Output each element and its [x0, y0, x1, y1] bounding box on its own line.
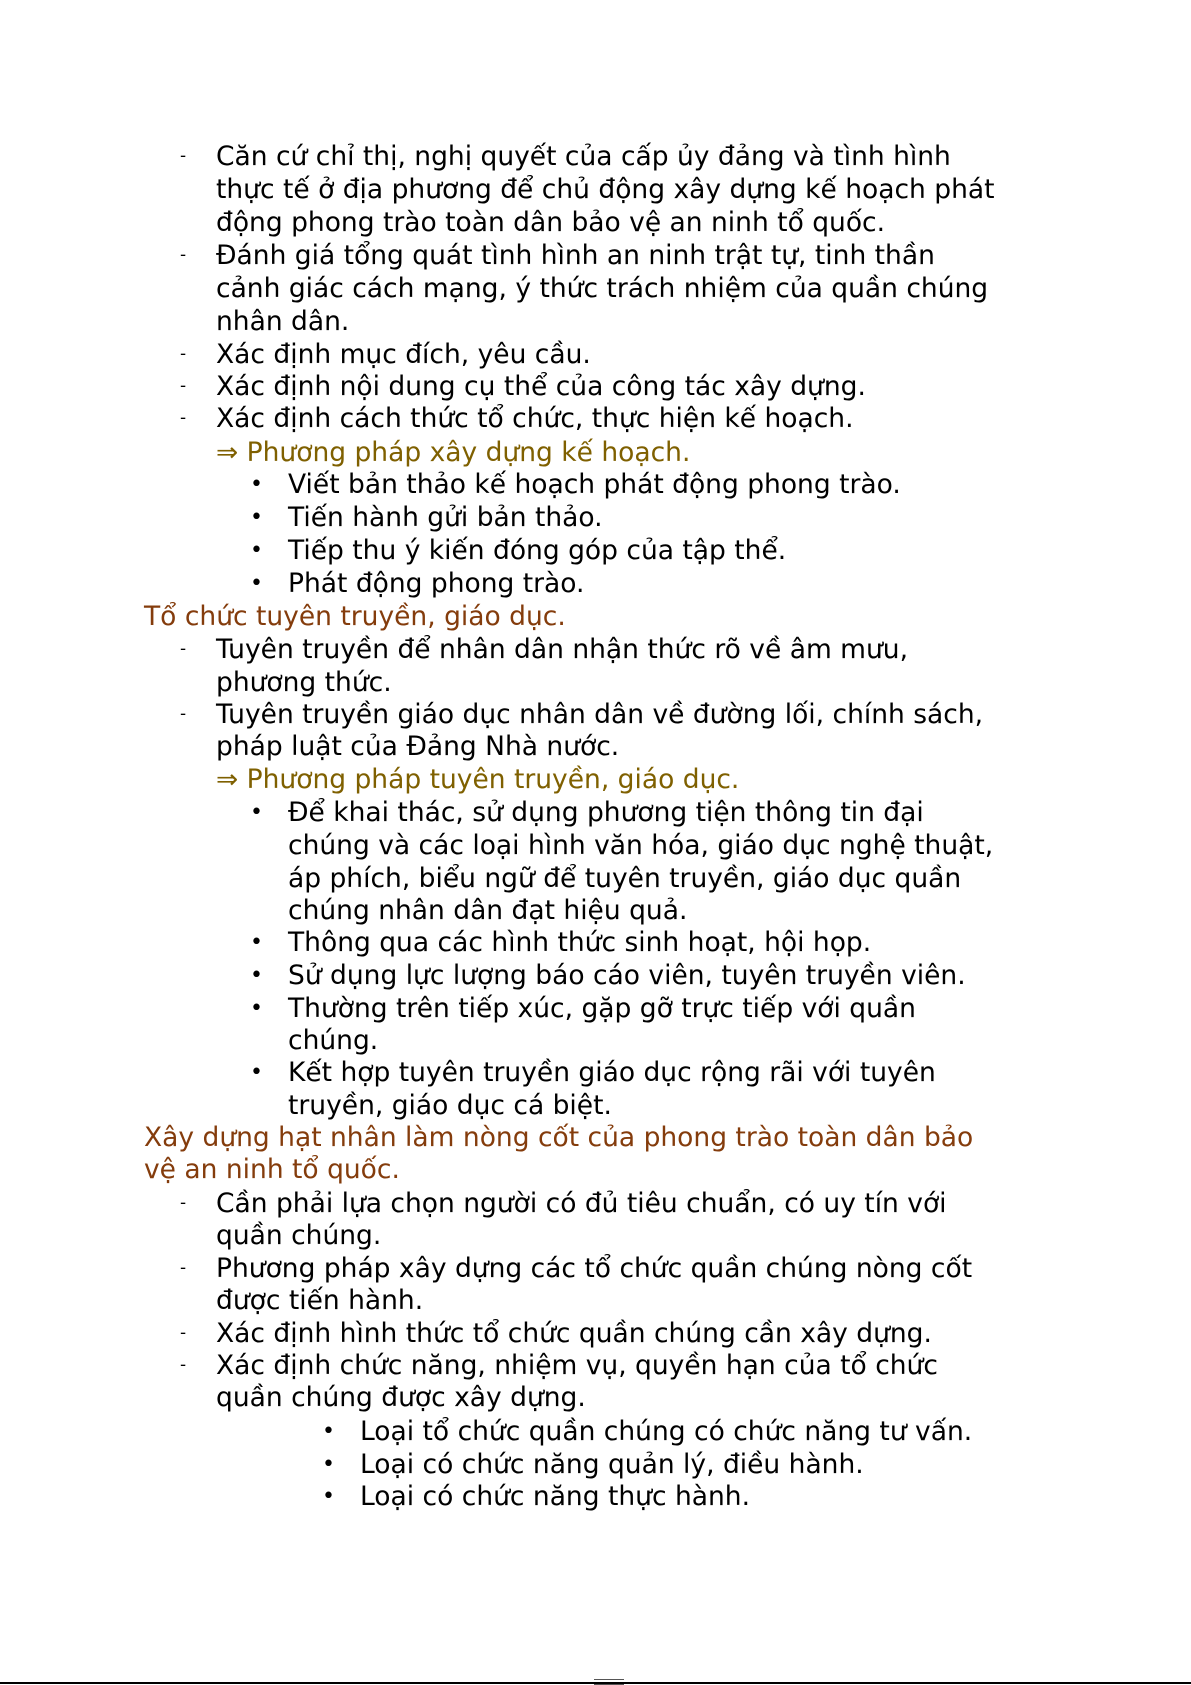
bullet-item-line: Thường trên tiếp xúc, gặp gỡ trực tiếp với quần: [288, 993, 916, 1024]
list-item-line: Phương pháp xây dựng các tổ chức quần chúng nòng cốt: [216, 1253, 973, 1284]
section-heading: vệ an ninh tổ quốc.: [144, 1154, 400, 1185]
bullet-marker: •: [250, 472, 263, 497]
bullet-item-line: chúng và các loại hình văn hóa, giáo dục nghệ thuật,: [288, 830, 994, 861]
list-item-line: nhân dân.: [216, 306, 350, 337]
section-heading: Xây dựng hạt nhân làm nòng cốt của phong trào toàn dân bảo: [144, 1122, 974, 1153]
bullet-item: Loại có chức năng quản lý, điều hành.: [360, 1449, 864, 1480]
bullet-item-line: Kết hợp tuyên truyền giáo dục rộng rãi với tuyên: [288, 1057, 936, 1088]
method-line: [216, 436, 690, 469]
section-heading: Tổ chức tuyên truyền, giáo dục.: [144, 601, 566, 632]
dash-marker: -: [180, 1193, 187, 1213]
bullet-item-line: chúng nhân dân đạt hiệu quả.: [288, 895, 688, 926]
dash-marker: -: [180, 245, 187, 265]
list-item-line: quần chúng.: [216, 1220, 382, 1251]
bullet-marker: •: [250, 800, 263, 825]
bullet-marker: •: [250, 538, 263, 563]
list-item-line: phương thức.: [216, 667, 392, 698]
list-item-line: pháp luật của Đảng Nhà nước.: [216, 731, 620, 762]
dash-marker: -: [180, 146, 187, 166]
bullet-item-line: truyền, giáo dục cá biệt.: [288, 1090, 612, 1121]
bullet-item-line: Để khai thác, sử dụng phương tiện thông tin đại: [288, 797, 924, 828]
bullet-marker: •: [250, 571, 263, 596]
dash-marker: -: [180, 1355, 187, 1375]
dash-marker: -: [180, 639, 187, 659]
bullet-marker: •: [322, 1419, 335, 1444]
bullet-marker: •: [250, 996, 263, 1021]
bullet-item: Loại có chức năng thực hành.: [360, 1481, 750, 1512]
implies-arrow-icon: ⇒: [216, 764, 239, 795]
bullet-item-line: chúng.: [288, 1025, 379, 1056]
list-item-line: Tuyên truyền giáo dục nhân dân về đường lối, chính sách,: [216, 699, 984, 730]
dash-marker: -: [180, 1323, 187, 1343]
implies-arrow-icon: ⇒: [216, 437, 239, 468]
list-item-line: Xác định nội dung cụ thể của công tác xây dựng.: [216, 371, 866, 402]
method-text: Phương pháp xây dựng kế hoạch.: [246, 437, 691, 468]
bullet-item-line: Sử dụng lực lượng báo cáo viên, tuyên truyền viên.: [288, 960, 966, 991]
method-text: Phương pháp tuyên truyền, giáo dục.: [246, 764, 740, 795]
list-item-line: Xác định chức năng, nhiệm vụ, quyền hạn của tổ chức: [216, 1350, 938, 1381]
bullet-item-line: áp phích, biểu ngữ để tuyên truyền, giáo dục quần: [288, 863, 962, 894]
list-item-line: thực tế ở địa phương để chủ động xây dựng kế hoạch phát: [216, 174, 995, 205]
list-item-line: động phong trào toàn dân bảo vệ an ninh tổ quốc.: [216, 207, 886, 238]
list-item-line: Tuyên truyền để nhân dân nhận thức rõ về âm mưu,: [216, 634, 909, 665]
bullet-marker: •: [250, 930, 263, 955]
list-item-line: cảnh giác cách mạng, ý thức trách nhiệm của quần chúng: [216, 273, 989, 304]
dash-marker: -: [180, 376, 187, 396]
bullet-marker: •: [250, 963, 263, 988]
bullet-marker: •: [250, 1060, 263, 1085]
list-item-line: Xác định cách thức tổ chức, thực hiện kế hoạch.: [216, 403, 854, 434]
bullet-marker: •: [322, 1484, 335, 1509]
dash-marker: -: [180, 408, 187, 428]
bullet-item-line: Thông qua các hình thức sinh hoạt, hội họp.: [288, 927, 872, 958]
dash-marker: -: [180, 344, 187, 364]
bullet-item: Phát động phong trào.: [288, 568, 585, 599]
bullet-item: Tiếp thu ý kiến đóng góp của tập thể.: [288, 535, 787, 566]
bullet-marker: •: [322, 1452, 335, 1477]
list-item-line: được tiến hành.: [216, 1285, 424, 1316]
list-item-line: Xác định mục đích, yêu cầu.: [216, 339, 591, 370]
bullet-item: Viết bản thảo kế hoạch phát động phong trào.: [288, 469, 901, 500]
list-item-line: Xác định hình thức tổ chức quần chúng cần xây dựng.: [216, 1318, 932, 1349]
page-break-mark: [594, 1679, 624, 1685]
bullet-marker: •: [250, 505, 263, 530]
dash-marker: -: [180, 1258, 187, 1278]
dash-marker: -: [180, 704, 187, 724]
bullet-item: Tiến hành gửi bản thảo.: [288, 502, 603, 533]
list-item-line: Đánh giá tổng quát tình hình an ninh trật tự, tinh thần: [216, 240, 935, 271]
list-item-line: quần chúng được xây dựng.: [216, 1382, 586, 1413]
list-item-line: Cần phải lựa chọn người có đủ tiêu chuẩn, có uy tín với: [216, 1188, 947, 1219]
list-item-line: Căn cứ chỉ thị, nghị quyết của cấp ủy đảng và tình hình: [216, 141, 951, 172]
bullet-item: Loại tổ chức quần chúng có chức năng tư vấn.: [360, 1416, 973, 1447]
method-line: [216, 763, 739, 796]
